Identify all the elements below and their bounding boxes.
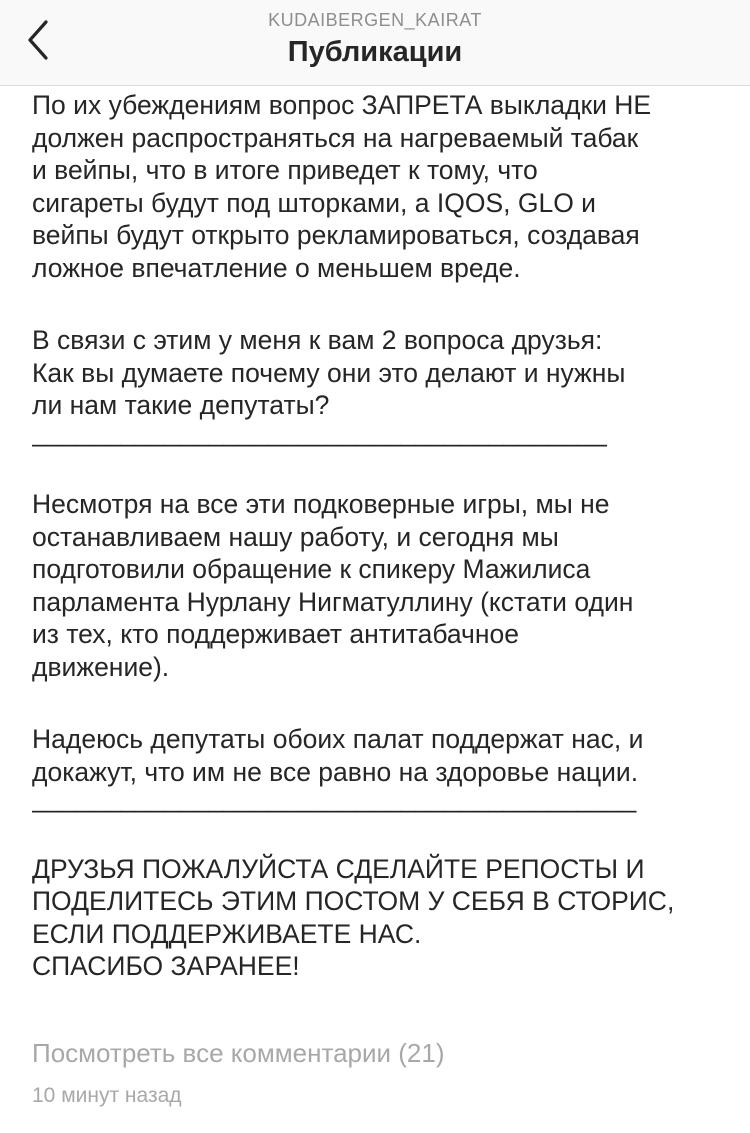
caption-paragraph-5: ДРУЗЬЯ ПОЖАЛУЙСТА СДЕЛАЙТЕ РЕПОСТЫ И ПОДЕЛИТЕСЬ ЭТИМ ПОСТОМ У СЕБЯ В СТОРИС, ЕСЛИ ПОДДЕРЖИВАЕТЕ НАС. СПАСИБО ЗАРАНЕЕ! bbox=[32, 853, 675, 981]
caption-divider: _______________________________________ bbox=[32, 416, 607, 447]
post-caption bbox=[32, 86, 722, 983]
header-username[interactable]: KUDAIBERGEN_KAIRAT bbox=[268, 10, 482, 30]
view-all-comments-link[interactable]: Посмотреть все комментарии (21) bbox=[32, 1038, 445, 1068]
post-timestamp: 10 минут назад bbox=[32, 1084, 182, 1107]
caption-divider: _________________________________________ bbox=[32, 783, 637, 813]
page-title: Публикации bbox=[287, 36, 463, 68]
caption-paragraph-4: Надеюсь депутаты обоих палат поддержат нас, и докажут, что им не все равно на здоровье нации. bbox=[32, 724, 644, 787]
caption-paragraph-2: В связи с этим у меня к вам 2 вопроса друзья: Как вы думаете почему они это делают и нужны ли нам такие депутаты? bbox=[32, 325, 626, 420]
caption-paragraph-3: Несмотря на все эти подковерные игры, мы не останавливаем нашу работу, и сегодня мы подготовили обращение к спикеру Мажилиса парламента Нурлану Нигматуллину (кстати один из тех, кто поддерживает антитабачное движение). bbox=[32, 489, 634, 682]
top-navigation-bar bbox=[0, 0, 750, 86]
caption-paragraph-1: По их убеждениям вопрос ЗАПРЕТА выкладки НЕ должен распространяться на нагреваемый табак и вейпы, что в итоге приведет к тому, что сигареты будут под шторками, а IQOS, GLO и вейпы будут открыто рекламироваться, создавая ложное впечатление о меньшем вреде. bbox=[32, 90, 652, 283]
